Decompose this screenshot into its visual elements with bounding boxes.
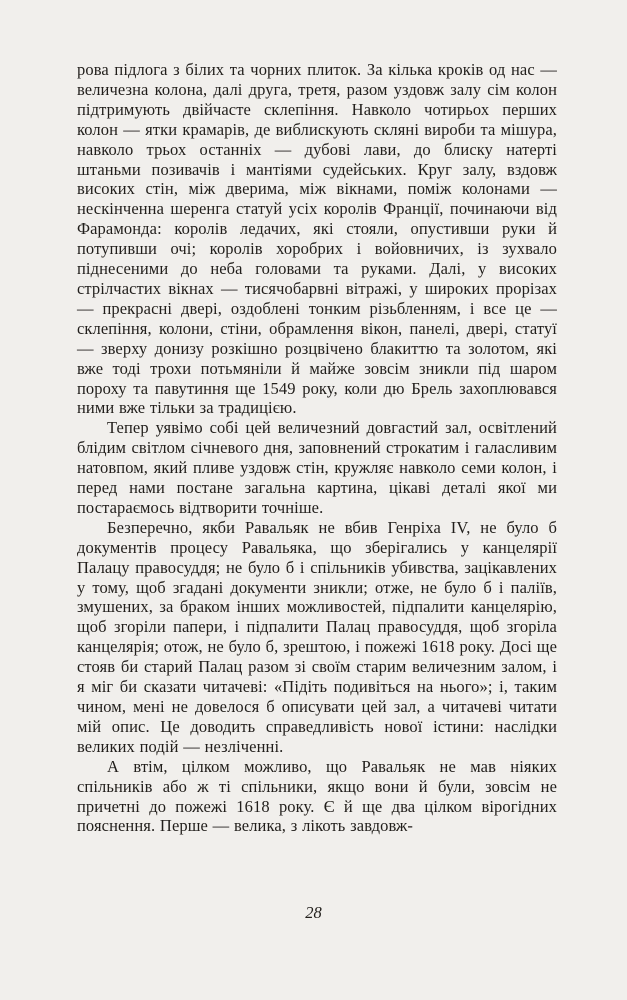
page-text — [77, 60, 557, 836]
paragraph: рова підлога з білих та чорних плиток. За кілька кроків од нас — величезна колона, далі друга, третя, разом уздовж залу сім колон підтримують двійчасте склепіння. Навколо чотирьох перших колон — ятки крамарів, де виблискують скляні вироби та мішура, навколо трьох останніх — дубові лави, до блиску натерті штаньми позивачів і мантіями судейських. Круг залу, вздовж високих стін, між дверима, між вікнами, поміж колонами — нескінченна шеренга статуй усіх королів Франції, починаючи від Фарамонда: королів ледачих, які стояли, опустивши руки й потупивши очі; королів хоробрих і войовничих, із зухвало піднесеними до неба головами та руками. Далі, у високих стрілчастих вікнах — тисячобарвні вітражі, у широких прорізах — прекрасні двері, оздоблені тонким різьбленням, і все це — склепіння, колони, стіни, обрамлення вікон, панелі, двері, статуї — зверху донизу розкішно розцвічено блакиттю та золотом, які вже тоді трохи потьмяніли й майже зовсім зникли під шаром пороху та павутиння ще 1549 року, коли дю Брель захоплювався ними вже тільки за традицією. — [77, 60, 557, 418]
page-number: 28 — [305, 903, 322, 922]
paragraph: Тепер уявімо собі цей величезний довгастий зал, освітлений блідим світлом січневого дня, заповнений строкатим і галасливим натовпом, який пливе уздовж стін, кружляє навколо семи колон, і перед нами постане загальна картина, цікаві деталі якої ми постараємось відтворити точніше. — [77, 418, 557, 517]
paragraph: Безперечно, якби Равальяк не вбив Генріха IV, не було б документів процесу Равальяка, що зберігались у канцелярії Палацу правосуддя; не було б і спільників убивства, зацікавлених у тому, щоб згадані документи зникли; отже, не було б і паліїв, змушених, за браком інших можливостей, підпалити канцелярію, щоб згоріли папери, і підпалити Палац правосуддя, щоб згоріла канцелярія; отож, не було б, зрештою, і пожежі 1618 року. Досі ще стояв би старий Палац разом зі своїм старим величезним залом, і я міг би сказати читачеві: «Підіть подивіться на нього»; і, таким чином, мені не довелося б описувати цей зал, а читачеві читати мій опис. Це доводить справедливість нової істини: наслідки великих подій — незліченні. — [77, 517, 557, 756]
paragraph: А втім, цілком можливо, що Равальяк не мав ніяких спільників або ж ті спільники, якщо вони й були, зовсім не причетні до пожежі 1618 року. Є й ще два цілком вірогідних пояснення. Перше — велика, з лікоть завдовж- — [77, 756, 557, 836]
